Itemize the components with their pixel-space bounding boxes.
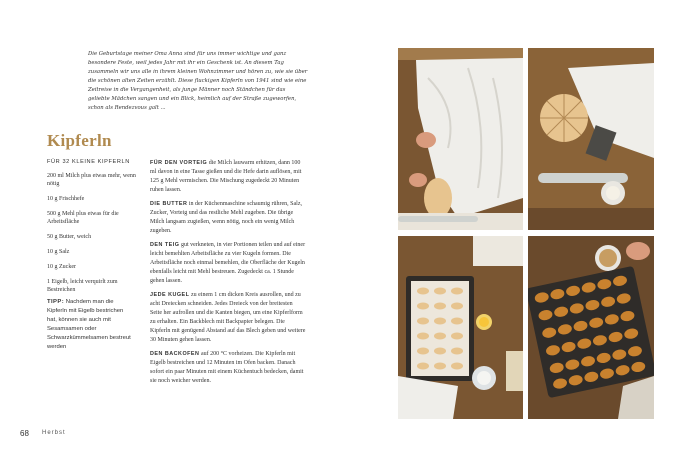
step-lead: DIE BUTTER: [150, 201, 188, 207]
ingredient-item: 10 g Zucker: [47, 264, 76, 270]
step-text: zu einem 1 cm dicken Kreis ausrollen, und zu acht Dreiecken schneiden. Jedes Dreieck von der breitesten Seite her aufrollen und die Kanten biegen, um eine Kipferlform zu erhalten. Ein Backblech mit Backpapier belegen. Die Kipferln mit genügend Abstand auf das Blech geben und weitere 30 Minuten gehen lassen.: [150, 292, 306, 343]
step-lead: FÜR DEN VORTEIG: [150, 160, 208, 166]
ingredient-item: 1 Eigelb, leicht verquirlt zum Bestreichen: [47, 279, 118, 293]
instructions: [150, 159, 306, 391]
step-lead: DEN TEIG: [150, 242, 180, 248]
ingredient-item: 200 ml Milch plus etwas mehr, wenn nötig: [47, 173, 136, 187]
ingredients-heading: FÜR 32 KLEINE KIPFERLN: [47, 159, 130, 165]
step-lead: JEDE KUGEL: [150, 292, 190, 298]
tip-label: TIPP:: [47, 299, 65, 305]
intro-paragraph: Die Geburtstage meiner Oma Anna sind für uns immer wichtige und ganz besondere Feste, weil jedes Jahr mit ihr ein Geschenk ist. An diesem Tag zusammeln wir uns alle in ihrem kleinen Wohnzimmer und hören zu, wie sie über die schönen alten Zeiten erzählt. Diese fluckigen Kipferln von 1941 sind wie eine Zeitreise in die Vergangenheit, als junge Männer noch Ständchen für das geliebte Mädchen sangen und ein Blick, heimlich auf der Straße zugeworfen, schon als Rendezvous galt ...: [88, 51, 308, 111]
ingredient-item: 50 g Butter, weich: [47, 234, 92, 240]
step-text: in der Küchenmaschine schaumig rühren, Salz, Zucker, Vorteig und das restliche Mehl zugeben. Die übrige Milch langsam zugießen, wenn nötig, noch ein wenig Milch zugeben.: [150, 201, 302, 234]
page-number: 68: [20, 429, 29, 438]
instruction-step: [150, 291, 306, 345]
photo-dough-under-cloth: [398, 48, 523, 230]
step-lead: DEN BACKOFEN: [150, 351, 200, 357]
step-text: auf 200 °C vorheizen. Die Kipferln mit Eigelb bestreichen und 12 Minuten im Ofen backen. Danach sofort ein paar Minuten mit einem Küchentuch bedecken, damit sie noch weicher werden.: [150, 351, 304, 384]
running-head: Herbst: [42, 430, 66, 436]
instruction-step: [150, 350, 306, 386]
tip-text: Nachdem man die Kipferln mit Eigelb bestrichen hat, können sie auch mit Sesamsamen oder Schwarzkümmelsamen bestreut werden: [47, 299, 131, 350]
photo-dough-triangles: [528, 48, 654, 230]
photo-tray-baked: [528, 236, 654, 419]
tip-box: [47, 298, 133, 352]
instruction-step: [150, 159, 306, 195]
step-text: gut verkneten, in vier Portionen teilen und auf einer leicht bemehlten Arbeitsfläche zu vier Kugeln formen. Die Arbeitsfläche noch einmal bemehlen, die Oberfläche der Kugeln ebenfalls leicht mit Mehl bestreuen. Zugedeckt ca. 1 Stunde gehen lassen.: [150, 242, 306, 284]
instruction-step: [150, 241, 306, 286]
ingredients-list: [47, 172, 142, 301]
ingredient-item: 10 g Salz: [47, 249, 70, 255]
recipe-title: Kipferln: [47, 131, 112, 150]
ingredient-item: 10 g Frischhefe: [47, 196, 85, 202]
step-text: die Milch lauwarm erhitzen, dann 100 ml davon in eine Tasse gießen und die Hefe darin auflösen, mit 125 g Mehl vermischen. Die Mischung zugedeckt 20 Minuten ruhen lassen.: [150, 160, 302, 193]
photo-tray-unbaked: [398, 236, 523, 419]
ingredient-item: 500 g Mehl plus etwas für die Arbeitsfläche: [47, 211, 119, 225]
instruction-step: [150, 200, 306, 236]
